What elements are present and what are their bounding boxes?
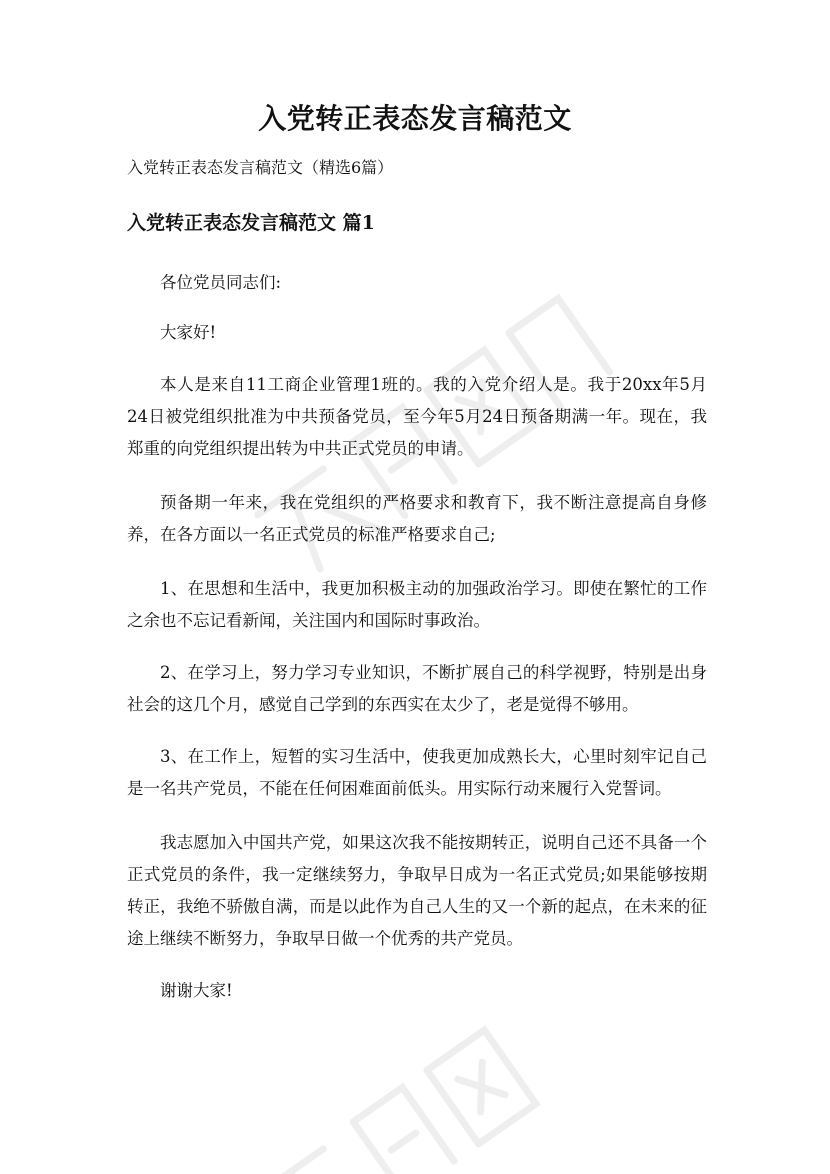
paragraph-point-3: 3、在工作上，短暂的实习生活中，使我更加成熟长大，心里时刻牢记自己是一名共产党员，不能在任何困难面前低头。用实际行动来履行入党誓词。 xyxy=(127,746,707,798)
paragraph-greeting: 各位党员同志们: xyxy=(160,272,282,292)
paragraph-point-2: 2、在学习上，努力学习专业知识，不断扩展自己的科学视野，特别是出身社会的这几个月，感觉自己学到的东西实在太少了，老是觉得不够用。 xyxy=(127,662,707,714)
document-subtitle: 入党转正表态发言稿范文（精选6篇） xyxy=(127,158,394,177)
paragraph-introduction: 本人是来自11工商企业管理1班的。我的入党介绍人是。我于20xx年5月24日被党组织批准为中共预备党员，至今年5月24日预备期满一年。现在，我郑重的向党组织提出转为中共正式党员的申请。 xyxy=(127,374,707,458)
paragraph-thanks: 谢谢大家! xyxy=(160,980,233,1000)
paragraph-pledge: 我志愿加入中国共产党，如果这次我不能按期转正，说明自己还不具备一个正式党员的条件，我一定继续努力，争取早日成为一名正式党员;如果能够按期转正，我绝不骄傲自满，而是以此作为自己人生的又一个新的起点，在未来的征途上继续不断努力，争取早日做一个优秀的共产党员。 xyxy=(127,832,707,948)
section-heading: 入党转正表态发言稿范文 篇1 xyxy=(127,212,375,234)
paragraph-probation: 预备期一年来，我在党组织的严格要求和教育下，我不断注意提高自身修养，在各方面以一名正式党员的标准严格要求自己; xyxy=(127,492,707,544)
paragraph-hello: 大家好! xyxy=(160,322,217,342)
paragraph-point-1: 1、在思想和生活中，我更加积极主动的加强政治学习。即使在繁忙的工作之余也不忘记看新闻，关注国内和国际时事政治。 xyxy=(127,578,707,630)
document-title: 入党转正表态发言稿范文 xyxy=(258,102,572,135)
